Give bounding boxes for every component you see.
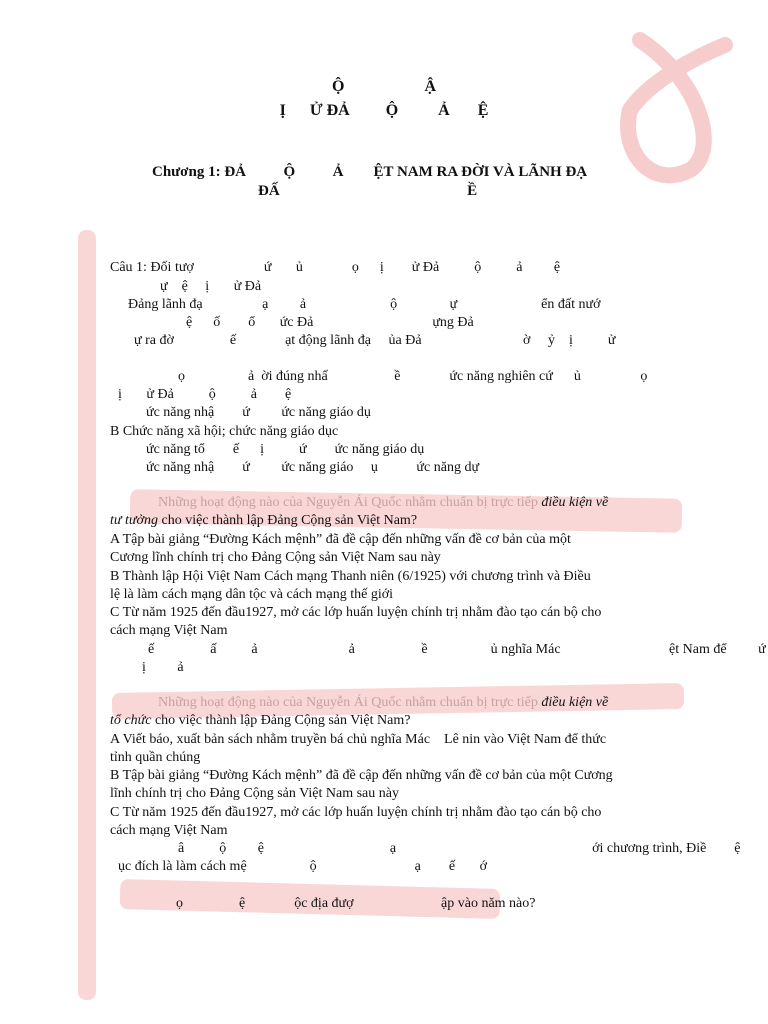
q1-line-3: Đảng lãnh đạ ạ ả ộ ự ển đất nướ bbox=[128, 297, 601, 312]
q1-line-5: ự ra đờ ế ạt động lãnh đạ ủa Đả ờ ỷ ị ử bbox=[134, 333, 616, 348]
q2-option-d-line2: ị ả bbox=[142, 660, 184, 675]
q2-option-c-line1: C Từ năm 1925 đến đầu1927, mở các lớp huấn luyện chính trị nhằm đào tạo cán bộ cho bbox=[110, 605, 602, 620]
q1-line-1: Câu 1: Đối tượ ứ ủ ọ ị ử Đả ộ ả ệ bbox=[110, 260, 561, 275]
q3-stem bbox=[158, 694, 608, 712]
q3-option-d-line2: ục đích là làm cách mệ ộ ạ ế ớ bbox=[118, 859, 487, 874]
q2-option-a-line2: Cương lĩnh chính trị cho Đảng Cộng sản Việt Nam sau này bbox=[110, 550, 441, 565]
q2-option-b-line2: lệ là làm cách mạng dân tộc và cách mạng thế giới bbox=[110, 587, 394, 602]
q3-option-b-line2: lĩnh chính trị cho Đảng Cộng sản Việt Nam sau này bbox=[110, 786, 399, 801]
q2-stem-emphasis-1: điều kiện về bbox=[541, 495, 609, 510]
q4-stem: ọ ệ ộc địa đượ ập vào năm nào? bbox=[176, 896, 536, 911]
doc-title-line1: Ộ Ậ bbox=[332, 78, 436, 95]
q2-stem-end: cho việc thành lập Đảng Cộng sản Việt Nam? bbox=[158, 513, 418, 528]
q3-stem-emphasis-2: tổ chức bbox=[110, 713, 152, 728]
q2-option-a-line1: A Tập bài giảng “Đường Kách mệnh” đã đề cập đến những vấn đề cơ bản của một bbox=[110, 532, 571, 547]
q3-stem-emphasis-1: điều kiện về bbox=[541, 695, 609, 710]
q3-option-a-line2: tỉnh quần chúng bbox=[110, 750, 201, 765]
q3-stem-cont bbox=[110, 712, 410, 730]
q3-option-c-line2: cách mạng Việt Nam bbox=[110, 823, 228, 838]
q3-stem-start: Những hoạt động nào của Nguyễn Ái Quốc nhằm chuẩn bị trực tiếp bbox=[158, 695, 542, 710]
q2-option-d-line1: ế ấ ả ả ề ủ nghĩa Mác ệt Nam để ứ bbox=[148, 642, 766, 657]
q1-line-2: ự ệ ị ử Đả bbox=[160, 279, 262, 294]
q1-line-11: ức năng nhậ ứ ức năng giáo ụ ức năng dự bbox=[146, 460, 480, 475]
q2-option-b-line1: B Thành lập Hội Việt Nam Cách mạng Thanh niên (6/1925) với chương trình và Điều bbox=[110, 569, 591, 584]
q3-option-a-line1: A Viết báo, xuất bản sách nhằm truyền bá chủ nghĩa Mác Lê nin vào Việt Nam để thức bbox=[110, 732, 607, 747]
q1-line-4: ệ ố ổ ức Đả ựng Đả bbox=[186, 315, 474, 330]
q2-stem-cont bbox=[110, 512, 417, 530]
q2-stem bbox=[158, 494, 608, 512]
q1-line-7: ị ử Đả ộ ả ệ bbox=[118, 387, 292, 402]
q3-stem-end: cho việc thành lập Đảng Cộng sản Việt Nam? bbox=[151, 713, 411, 728]
doc-title-line2: Ị Ử ĐẢ Ộ Ả Ệ bbox=[279, 102, 489, 119]
q2-stem-start: Những hoạt động nào của Nguyễn Ái Quốc nhằm chuẩn bị trực tiếp bbox=[158, 495, 542, 510]
q1-line-8: ức năng nhậ ứ ức năng giáo dụ bbox=[146, 405, 371, 420]
q3-option-b-line1: B Tập bài giảng “Đường Kách mệnh” đã đề cập đến những vấn đề cơ bản của một Cương bbox=[110, 768, 613, 783]
q1-line-6: ọ ả ời đúng nhấ ề ức năng nghiên cứ ủ ọ bbox=[178, 369, 648, 384]
chapter-title-line2: ĐẤ Ề bbox=[258, 183, 478, 199]
q2-option-c-line2: cách mạng Việt Nam bbox=[110, 623, 228, 638]
chapter-title-line1: Chương 1: ĐẢ Ộ Ả ỆT NAM RA ĐỜI VÀ LÃNH ĐẠ bbox=[152, 164, 588, 180]
q2-stem-emphasis-2: tư tưởng bbox=[110, 513, 159, 528]
q3-option-c-line1: C Từ năm 1925 đến đầu1927, mở các lớp huấn luyện chính trị nhằm đào tạo cán bộ cho bbox=[110, 805, 602, 820]
q1-option-b: B Chức năng xã hội; chức năng giáo dục bbox=[110, 424, 339, 439]
q3-option-d-line1: â ộ ệ ạ ới chương trình, Điề ệ bbox=[178, 841, 741, 856]
q1-line-10: ức năng tổ ế ị ứ ức năng giáo dụ bbox=[146, 442, 425, 457]
